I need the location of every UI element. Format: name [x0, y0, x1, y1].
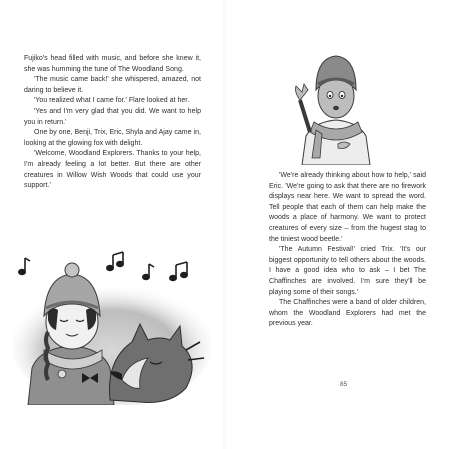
- paragraph: 'We're already thinking about how to help,' said Eric. 'We're going to ask that there are no firework displays near here. We want to spread the word. Tell people that each of them can help make the woods a place of harmony. We want to protect creatures of every size – from the hugest stag to the tiniest wood beetle.': [269, 172, 426, 243]
- paragraph: 'The Autumn Festival!' cried Trix. 'It's our biggest opportunity to tell others about the woods. I have a good idea who to ask – I bet The Chaffinches are involved. I'm sure they'll be playing some of their songs.': [269, 246, 426, 296]
- paragraph: Fujiko's head filled with music, and before she knew it, she was humming the tune of The Woodland Song.: [24, 55, 201, 73]
- child-character: [296, 56, 371, 165]
- page-number: 85: [340, 381, 348, 388]
- paragraph: 'The music came back!' she whispered, amazed, not daring to believe it.: [24, 76, 201, 94]
- right-page: [225, 0, 449, 449]
- left-page-text: [24, 54, 201, 192]
- paragraph: 'You realized what I came for.' Flare looked at her.: [34, 97, 190, 105]
- paragraph: The Chaffinches were a band of older children, whom the Woodland Explorers had met the previous year.: [269, 299, 426, 328]
- paragraph: 'Welcome, Woodland Explorers. Thanks to your help, I'm already feeling a lot better. But there are other creatures in Willow Wish Woods that could use your support.': [24, 150, 201, 190]
- music-notes-icon: [19, 252, 187, 280]
- right-page-text: [269, 171, 426, 330]
- child-in-beanie-illustration: [280, 40, 390, 165]
- girl-and-fox-illustration: [10, 250, 215, 405]
- paragraph: 'Yes and I'm very glad that you did. We want to help you in return.': [24, 107, 201, 126]
- paragraph: One by one, Benji, Trix, Eric, Shyla and Ajay came in, looking at the glowing fox with delight.: [24, 129, 201, 147]
- left-page: [0, 0, 224, 449]
